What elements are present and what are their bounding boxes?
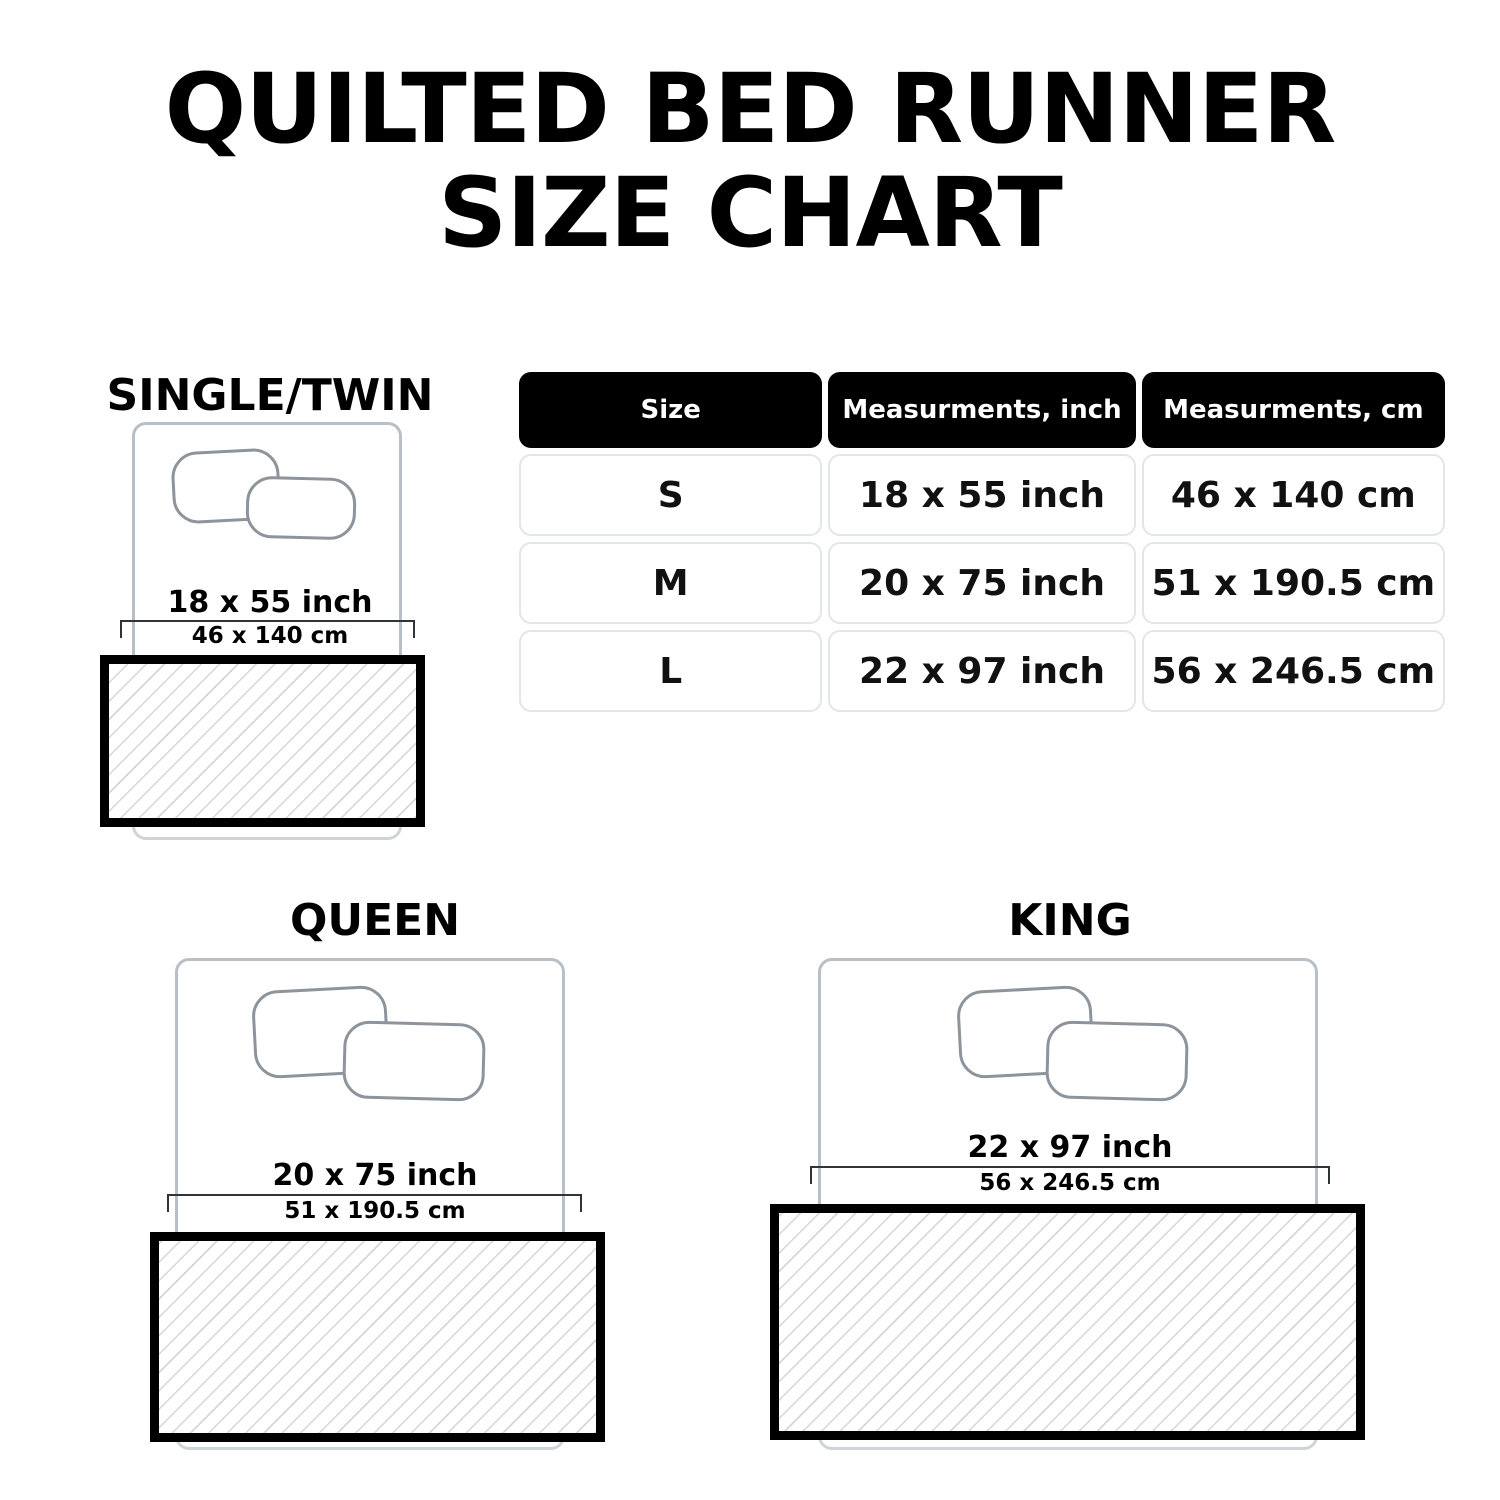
cell-size-s: S — [519, 454, 822, 536]
table-header-inch: Measurments, inch — [828, 372, 1135, 448]
table-row — [519, 542, 1445, 624]
bed-label-king: KING — [1008, 895, 1132, 946]
dim-cm-single-twin: 46 x 140 cm — [191, 623, 349, 649]
page-title — [0, 53, 1500, 269]
table-header-size: Size — [519, 372, 822, 448]
cell-inch-m: 20 x 75 inch — [828, 542, 1135, 624]
dim-inch-queen: 20 x 75 inch — [272, 1158, 478, 1193]
runner-hatch-queen — [159, 1241, 596, 1433]
dim-cm-king: 56 x 246.5 cm — [979, 1170, 1161, 1196]
pillow-front-queen — [342, 1020, 486, 1102]
cell-inch-l: 22 x 97 inch — [828, 630, 1135, 712]
cell-cm-m: 51 x 190.5 cm — [1142, 542, 1445, 624]
cell-cm-l: 56 x 246.5 cm — [1142, 630, 1445, 712]
runner-hatch-king — [779, 1213, 1356, 1431]
cell-inch-s: 18 x 55 inch — [828, 454, 1135, 536]
pillow-front-single-twin — [245, 476, 357, 541]
bed-label-single-twin: SINGLE/TWIN — [106, 370, 434, 421]
cell-size-l: L — [519, 630, 822, 712]
table-row — [519, 454, 1445, 536]
bed-runner-king — [770, 1204, 1365, 1440]
bed-label-queen: QUEEN — [289, 895, 461, 946]
dim-inch-king: 22 x 97 inch — [967, 1130, 1173, 1165]
title-line-1: QUILTED BED RUNNER — [164, 53, 1336, 165]
cell-size-m: M — [519, 542, 822, 624]
cell-cm-s: 46 x 140 cm — [1142, 454, 1445, 536]
dim-inch-single-twin: 18 x 55 inch — [167, 585, 373, 620]
size-chart-table — [519, 372, 1445, 718]
bed-diagram-queen — [155, 940, 595, 1470]
bed-diagram-single-twin — [70, 415, 470, 855]
bed-runner-queen — [150, 1232, 605, 1442]
bed-runner-single-twin — [100, 655, 425, 827]
title-line-2: SIZE CHART — [438, 156, 1062, 269]
runner-hatch-single-twin — [109, 664, 416, 818]
table-row — [519, 630, 1445, 712]
bed-diagram-king — [800, 940, 1340, 1470]
table-header-row — [519, 372, 1445, 448]
dim-cm-queen: 51 x 190.5 cm — [284, 1198, 466, 1224]
table-header-cm: Measurments, cm — [1142, 372, 1445, 448]
pillow-front-king — [1045, 1020, 1189, 1102]
